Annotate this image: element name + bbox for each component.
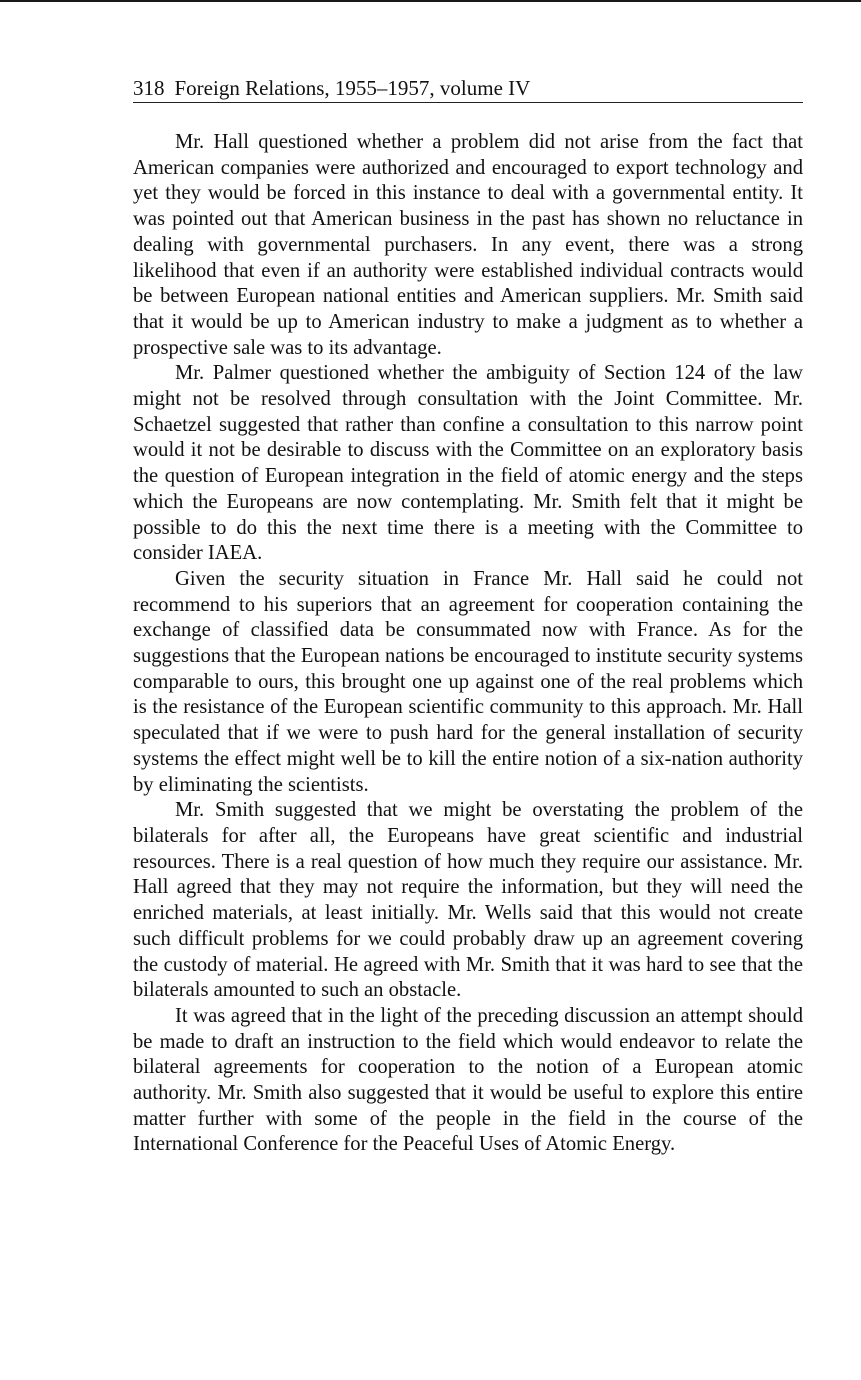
paragraph: Mr. Hall questioned whether a problem did not arise from the fact that American companies were authorized and encouraged to export technology and yet they would be forced in this instance to deal with a governmental entity. It was pointed out that American business in the past has shown no reluctance in dealing with governmental purchasers. In any event, there was a strong likelihood that even if an authority were established individual contracts would be between European national entities and American suppliers. Mr. Smith said that it would be up to American industry to make a judgment as to whether a prospective sale was to its advantage.: [133, 131, 803, 359]
document-body: [133, 130, 803, 1158]
page-number: 318: [133, 76, 165, 100]
paragraph: Given the security situation in France Mr. Hall said he could not recommend to his superiors that an agreement for cooperation containing the exchange of classified data be consummated now with France. As for the suggestions that the European nations be encouraged to institute security systems comparable to ours, this brought one up against one of the real problems which is the resistance of the European scientific community to this approach. Mr. Hall speculated that if we were to push hard for the general installation of security systems the effect might well be to kill the entire notion of a six-nation authority by eliminating the scientists.: [133, 567, 803, 796]
top-edge-rule: [0, 0, 861, 2]
running-title: Foreign Relations, 1955–1957, volume IV: [174, 76, 531, 100]
paragraph: Mr. Smith suggested that we might be overstating the problem of the bilaterals for after all, the Europeans have great scientific and industrial resources. There is a real question of how much they require our assistance. Mr. Hall agreed that they may not require the information, but they will need the enriched materials, at least initially. Mr. Wells said that this would not create such difficult problems for we could probably draw up an agreement covering the custody of material. He agreed with Mr. Smith that it was hard to see that the bilaterals amounted to such an obstacle.: [133, 799, 803, 1002]
paragraph: It was agreed that in the light of the preceding discussion an attempt should be made to draft an instruction to the field which would endeavor to relate the bilateral agreements for cooperation to the notion of a European atomic authority. Mr. Smith also suggested that it would be useful to explore this entire matter further with some of the people in the field in the course of the International Conference for the Peaceful Uses of Atomic Energy.: [133, 1004, 803, 1156]
running-header: [133, 74, 803, 103]
paragraph: Mr. Palmer questioned whether the ambiguity of Section 124 of the law might not be resolved through consultation with the Joint Committee. Mr. Schaetzel suggested that rather than confine a consultation to this narrow point would it not be desirable to discuss with the Committee on an exploratory basis the question of European integration in the field of atomic energy and the steps which the Europeans are now contemplating. Mr. Smith felt that it might be possible to do this the next time there is a meeting with the Committee to consider IAEA.: [133, 362, 803, 565]
